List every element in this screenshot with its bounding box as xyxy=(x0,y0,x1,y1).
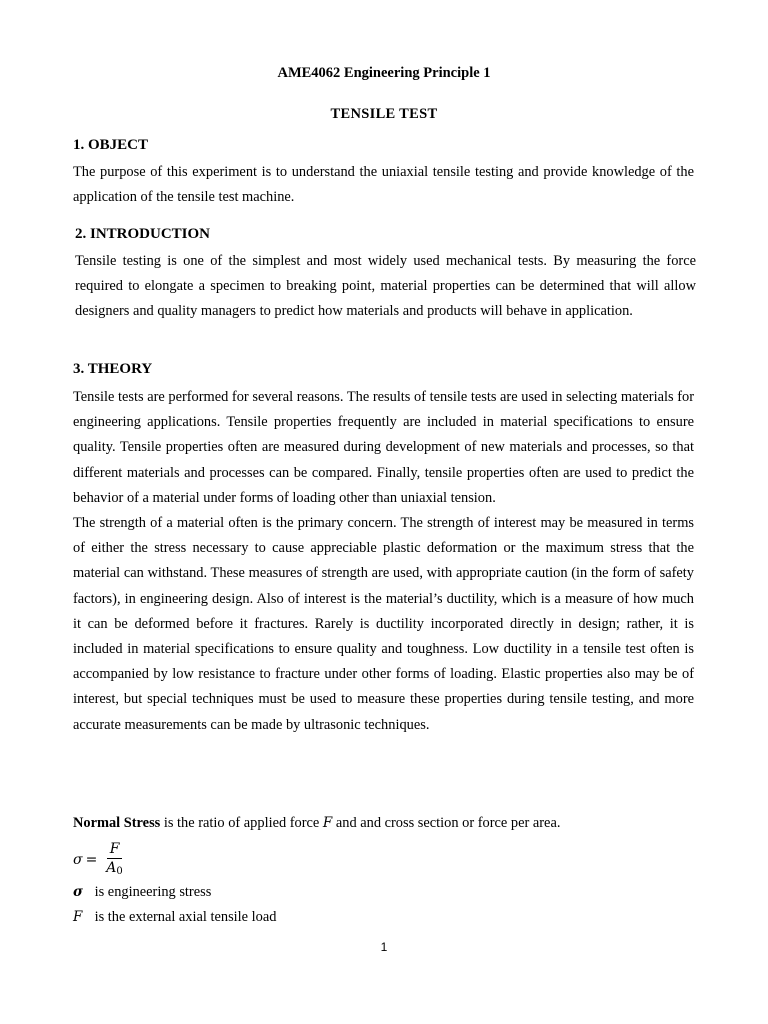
formula-equals: = xyxy=(85,852,98,868)
variable-definition-force xyxy=(73,909,276,926)
denominator-symbol: A xyxy=(106,859,117,876)
course-title: AME4062 Engineering Principle 1 xyxy=(277,65,491,81)
formula-denominator xyxy=(103,859,126,880)
paragraph: The purpose of this experiment is to understand the uniaxial tensile testing and provide knowledge of the application of the tensile test machine. xyxy=(73,164,694,206)
normal-stress-definition xyxy=(73,815,560,832)
normal-stress-term: Normal Stress xyxy=(73,815,161,831)
section-heading-object: 1. OBJECT xyxy=(73,137,149,153)
document-title: TENSILE TEST xyxy=(330,106,438,122)
section-text-introduction xyxy=(75,249,696,325)
formula-lhs: σ xyxy=(73,852,83,868)
page-number: 1 xyxy=(380,940,388,954)
stress-formula xyxy=(73,840,126,880)
variable-definition-sigma xyxy=(73,884,211,901)
definition-text: and and cross section or force per area. xyxy=(332,815,561,831)
variable-description: is engineering stress xyxy=(94,884,212,900)
formula-numerator: F xyxy=(107,841,123,859)
paragraph: The strength of a material often is the primary concern. The strength of interest may be measured in terms of either the stress necessary to cause appreciable plastic deformation or the maximum stress that the material can withstand. These measures of strength are used, with appropriate caution (in the form of safety factors), in engineering design. Also of interest is the material’s ductility, which is a measure of how much it can be deformed before it fractures. Rarely is ductility incorporated directly in design; rather, it is included in material specifications to ensure quality and toughness. Low ductility in a tensile test often is accompanied by low resistance to fracture under other forms of loading. Elastic properties also may be of interest, but special techniques must be used to measure these properties during tensile testing, and more accurate measurements can be made by ultrasonic techniques. xyxy=(73,515,694,733)
section-heading-introduction: 2. INTRODUCTION xyxy=(75,226,211,242)
paragraph: Tensile testing is one of the simplest and most widely used mechanical tests. By measuring the force required to elongate a specimen to breaking point, material properties can be determined that will allow designers and quality managers to predict how materials and products will behave in application. xyxy=(75,253,696,320)
force-symbol: F xyxy=(322,815,333,831)
section-heading-theory: 3. THEORY xyxy=(73,361,153,377)
variable-description: is the external axial tensile load xyxy=(94,909,277,925)
denominator-subscript: 0 xyxy=(116,865,123,877)
paragraph: Tensile tests are performed for several reasons. The results of tensile tests are used in selecting materials for engineering applications. Tensile properties frequently are included in material specifications to ensure quality. Tensile properties often are measured during development of new materials and processes, so that different materials and processes can be compared. Finally, tensile properties often are used to predict the behavior of a material under forms of loading other than uniaxial tension. xyxy=(73,389,694,506)
section-text-theory xyxy=(73,385,694,738)
formula-fraction xyxy=(103,841,126,880)
variable-symbol: σ xyxy=(73,884,83,900)
definition-text: is the ratio of applied force xyxy=(160,815,323,831)
variable-symbol: F xyxy=(73,909,83,925)
section-text-object xyxy=(73,160,694,210)
